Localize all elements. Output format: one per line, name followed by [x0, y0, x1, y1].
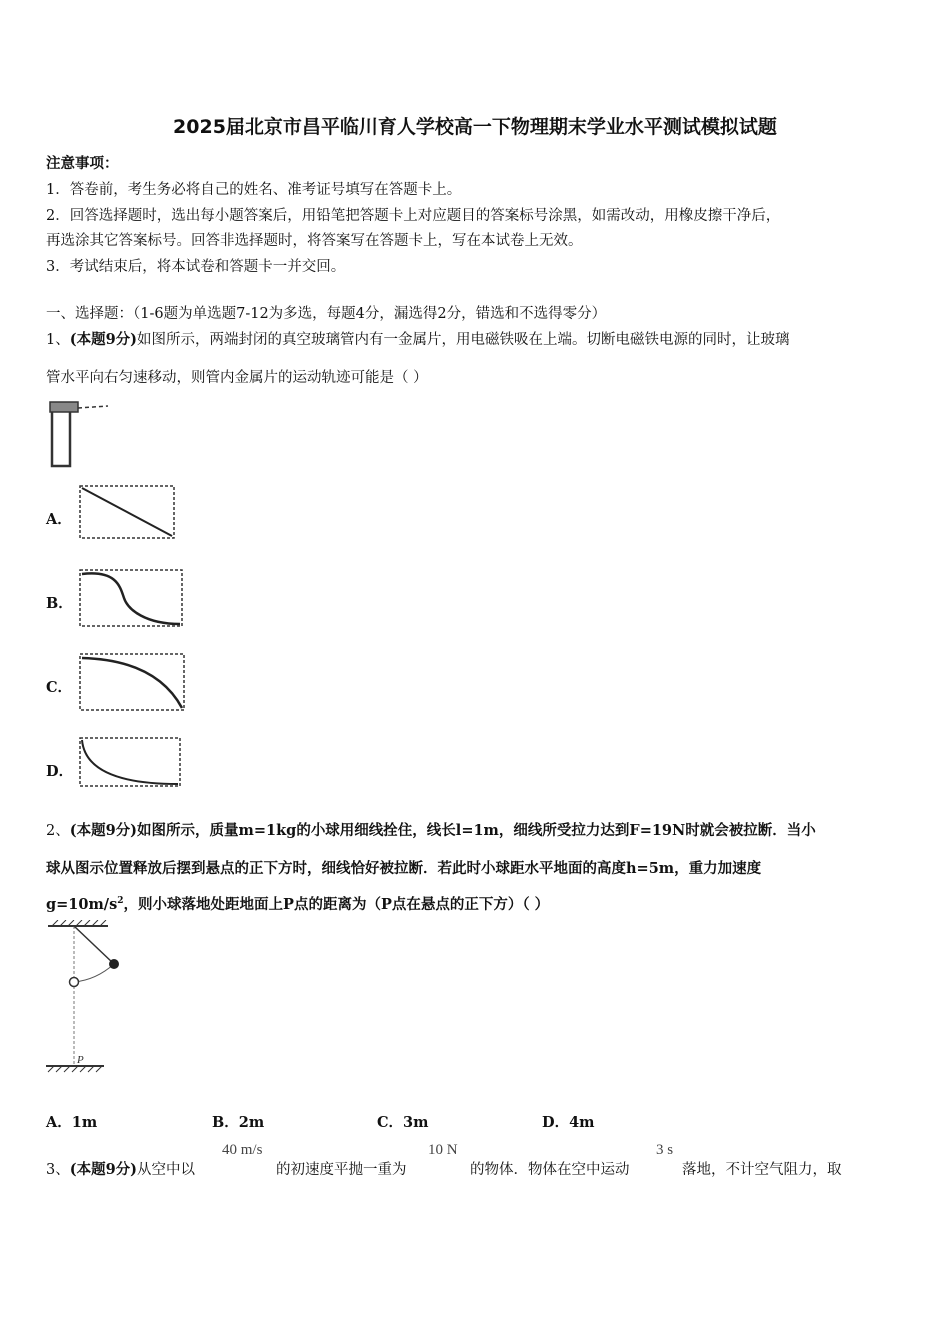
section-heading: 一、选择题：（1-6题为单选题7-12为多选，每题4分，漏选得2分，错选和不选得零分）	[46, 306, 607, 322]
glass-tube	[52, 408, 70, 466]
q1-option-d-label: D．	[46, 763, 74, 780]
notice-item-3: 3．考试结束后，将本试卷和答题卡一并交回。	[46, 259, 346, 275]
tube-box	[80, 654, 184, 710]
notice-item-1: 1．答卷前，考生务必将自己的姓名、准考证号填写在答题卡上。	[46, 182, 462, 198]
electromagnet	[50, 402, 78, 412]
q2-answer-d: D．4m	[542, 1114, 595, 1131]
notice-item-2-cont: 再选涂其它答案标号。回答非选择题时，将答案写在答题卡上，写在本试卷上无效。	[46, 233, 583, 249]
q2-points: (本题9分)	[69, 822, 138, 839]
q1-text-2: 管水平向右匀速移动，则管内金属片的运动轨迹可能是（ ）	[46, 370, 428, 386]
q1-option-b-figure	[76, 566, 186, 630]
point-p-label: P	[77, 1054, 84, 1066]
tube-box	[80, 738, 180, 786]
q2-text-1: 如图所示，质量m=1kg的小球用细线拴住，线长l=1m，细线所受拉力达到F=19N时就会被拉断．当小	[137, 822, 816, 839]
q2-pendulum-figure	[44, 920, 128, 1076]
q1-option-c-label: C．	[46, 679, 73, 696]
q3-text-4: 落地，不计空气阻力，取	[682, 1162, 842, 1178]
q1-tube-figure	[46, 398, 116, 470]
q3-line-1a	[46, 1158, 195, 1179]
q3-velocity: 40 m/s	[222, 1142, 263, 1158]
q2-text-3b: ，则小球落地处距地面上P点的距离为（P点在悬点的正下方）（ ）	[123, 896, 550, 913]
q3-time: 3 s	[656, 1142, 674, 1158]
q2-line-1	[46, 819, 816, 840]
q2-text-2: 球从图示位置释放后摆到悬点的正下方时，细线恰好被拉断．若此时小球距水平地面的高度h=5m，重力加速度	[46, 860, 762, 877]
q1-number: 1、	[46, 332, 70, 348]
q1-option-d-figure	[76, 734, 184, 790]
q3-text-3: 的物体．物体在空中运动	[470, 1162, 630, 1178]
q1-text-1: 如图所示，两端封闭的真空玻璃管内有一金属片，用电磁铁吸在上端。切断电磁铁电源的同时，让玻璃	[137, 332, 790, 348]
swing-arc	[74, 964, 114, 982]
notice-item-2: 2．回答选择题时，选出每小题答案后，用铅笔把答题卡上对应题目的答案标号涂黑，如需改动，用橡皮擦干净后，	[46, 208, 781, 224]
q1-points: (本题9分)	[69, 331, 138, 348]
q3-points: (本题9分)	[69, 1161, 138, 1178]
q2-number: 2、	[46, 823, 70, 839]
page-title: 2025届北京市昌平临川育人学校高一下物理期末学业水平测试模拟试题	[173, 116, 777, 138]
trajectory-curve	[82, 658, 182, 708]
q2-answer-a: A．1m	[46, 1114, 98, 1131]
magnet-wire	[78, 406, 108, 408]
q1-option-a-label: A．	[46, 511, 72, 528]
q2-text-3a: g=10m/s	[46, 896, 118, 913]
q2-answer-c: C．3m	[377, 1114, 429, 1131]
q3-weight: 10 N	[428, 1142, 458, 1158]
trajectory-curve	[82, 573, 180, 624]
q2-answer-b: B．2m	[212, 1114, 265, 1131]
q1-option-c-figure	[76, 650, 188, 714]
q3-text-1: 从空中以	[137, 1162, 196, 1178]
q2-text-3-sup: 2	[117, 896, 124, 907]
ball-lowest-position	[70, 978, 79, 987]
q3-text-2: 的初速度平抛一重为	[276, 1162, 407, 1178]
q3-number: 3、	[46, 1162, 70, 1178]
q1-option-a-figure	[76, 482, 180, 542]
tube-box	[80, 570, 182, 626]
trajectory-curve	[82, 740, 178, 784]
notice-heading: 注意事项：	[46, 155, 119, 172]
string-line	[74, 926, 114, 964]
q2-line-3	[46, 893, 549, 914]
q1-option-b-label: B．	[46, 595, 73, 612]
q1-line-1	[46, 328, 790, 349]
trajectory-line	[82, 488, 172, 536]
ball	[109, 959, 119, 969]
